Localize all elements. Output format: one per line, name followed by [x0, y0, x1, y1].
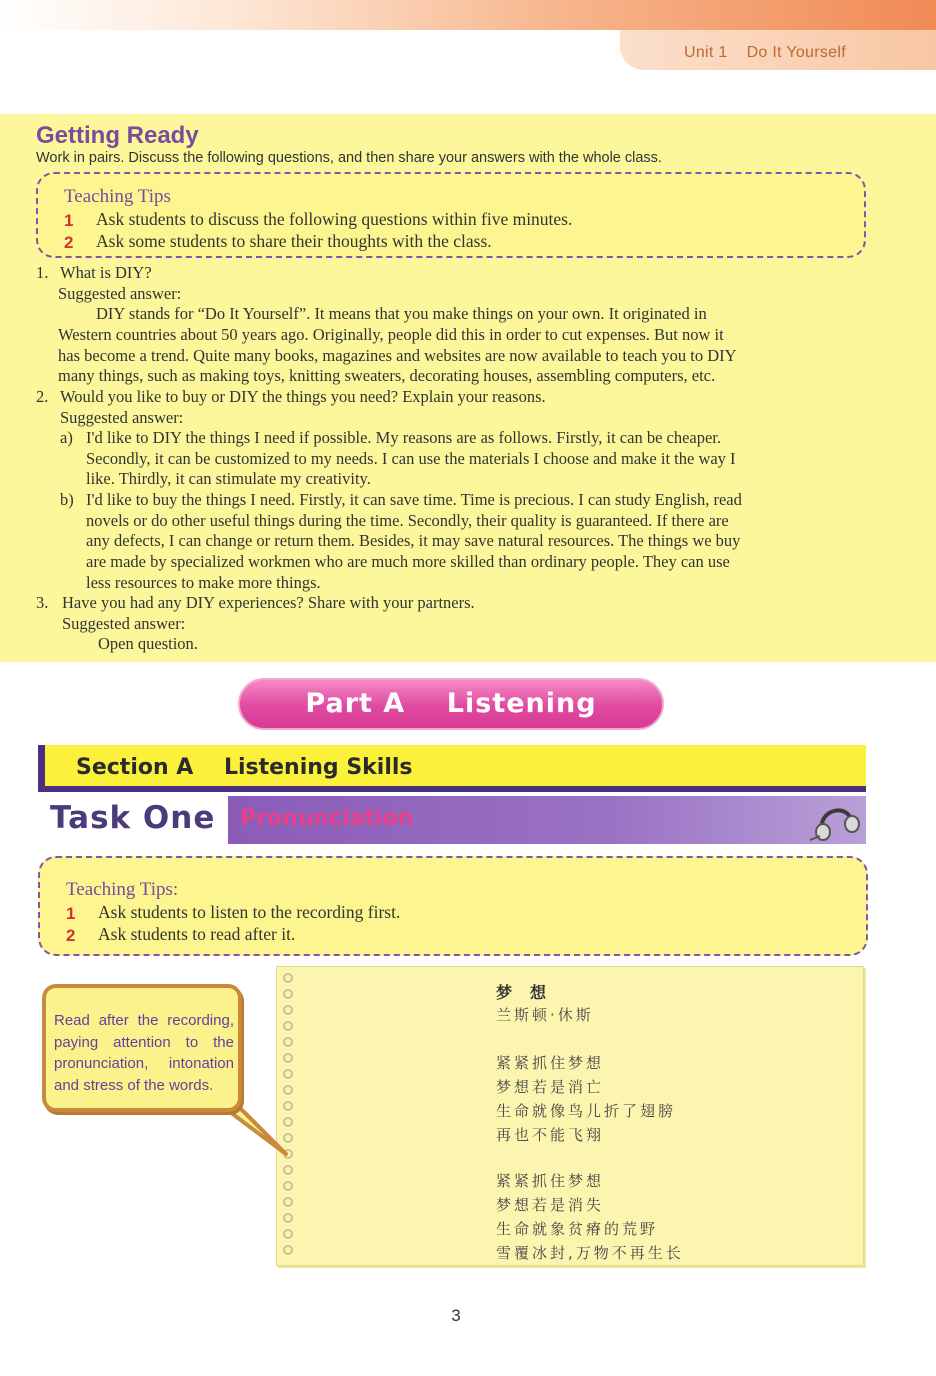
poem-line: 紧紧抓住梦想 [496, 1172, 605, 1190]
answer-line: are made by specialized workmen who are much more skilled than ordinary people. They can use [86, 552, 730, 571]
answer-label: Suggested answer: [60, 408, 184, 427]
poem-line: 生命就像鸟儿折了翅膀 [496, 1102, 677, 1120]
poem-line: 梦想若是消失 [496, 1196, 605, 1214]
answer-line: Open question. [98, 634, 198, 653]
question-text: What is DIY? [60, 263, 152, 282]
answer-line: many things, such as making toys, knitting sweaters, decorating houses, assembling computers, etc. [58, 366, 716, 385]
tip-text: Ask some students to share their thoughts with the class. [96, 231, 492, 251]
poem-line: 生命就象贫瘠的荒野 [496, 1220, 659, 1238]
answer-line: less resources to make more things. [86, 573, 321, 592]
question-text: Would you like to buy or DIY the things you need? Explain your reasons. [60, 387, 546, 406]
poem-line: 再也不能飞翔 [496, 1126, 605, 1144]
tip-number: 2 [64, 233, 74, 252]
poem-author: 兰斯顿·休斯 [496, 1006, 594, 1024]
unit-label: Unit 1 Do It Yourself [684, 44, 846, 61]
answer-line: any defects, I can change or return them. Besides, it may save natural resources. The things we buy [86, 531, 741, 550]
poem-line: 梦想若是消亡 [496, 1078, 605, 1096]
question-number: 3. [36, 593, 49, 612]
answer-line: Western countries about 50 years ago. Originally, people did this in order to cut expenses. But now it [58, 325, 724, 344]
teaching-tips-title: Teaching Tips [64, 186, 171, 207]
poem-title: 梦想 [496, 983, 565, 1002]
answer-line: has become a trend. Quite many books, magazines and websites are now available to teach you to DIY [58, 346, 737, 365]
getting-ready-instruction: Work in pairs. Discuss the following questions, and then share your answers with the whole class. [36, 150, 662, 166]
header-band [0, 0, 936, 30]
answer-option-label: b) [60, 490, 74, 509]
tip-number: 1 [66, 904, 76, 923]
question-number: 1. [36, 263, 49, 282]
teaching-tips-title: Teaching Tips: [66, 879, 179, 900]
question-number: 2. [36, 387, 49, 406]
answer-label: Suggested answer: [58, 284, 182, 303]
poem-line: 紧紧抓住梦想 [496, 1054, 605, 1072]
question-text: Have you had any DIY experiences? Share with your partners. [62, 593, 475, 612]
task-title: Task One [50, 800, 216, 836]
tip-text: Ask students to read after it. [98, 924, 296, 944]
answer-option-label: a) [60, 428, 73, 447]
answer-line: I'd like to DIY the things I need if possible. My reasons are as follows. Firstly, it can be cheaper. [86, 428, 722, 447]
page-number: 3 [451, 1306, 461, 1325]
tip-number: 2 [66, 926, 76, 945]
answer-label: Suggested answer: [62, 614, 186, 633]
poem-line: 雪覆冰封,万物不再生长 [496, 1244, 684, 1262]
answer-line: Secondly, it can be customized to my needs. I can use the materials I choose and make it the way I [86, 449, 736, 468]
speech-bubble-text: Read after the recording, paying attention to the pronunciation, intonation and stress of the words. [54, 1012, 234, 1094]
headphones-icon [808, 796, 862, 844]
getting-ready-title: Getting Ready [36, 122, 199, 149]
tip-text: Ask students to discuss the following questions within five minutes. [96, 209, 573, 229]
part-banner-label: Part A Listening [305, 688, 597, 719]
tip-number: 1 [64, 211, 74, 230]
answer-line: like. Thirdly, it can stimulate my creativity. [86, 469, 371, 488]
answer-line: novels or do other useful things during the time. Secondly, their quality is guaranteed. If there are [86, 511, 729, 530]
answer-line: I'd like to buy the things I need. Firstly, it can save time. Time is precious. I can study English, read [86, 490, 742, 509]
answer-line: DIY stands for “Do It Yourself”. It means that you make things on your own. It originated in [96, 304, 707, 323]
section-title: Section A Listening Skills [76, 755, 413, 780]
tip-text: Ask students to listen to the recording first. [98, 902, 401, 922]
task-subtitle: Pronunciation [240, 806, 414, 831]
section-underline [38, 786, 866, 792]
